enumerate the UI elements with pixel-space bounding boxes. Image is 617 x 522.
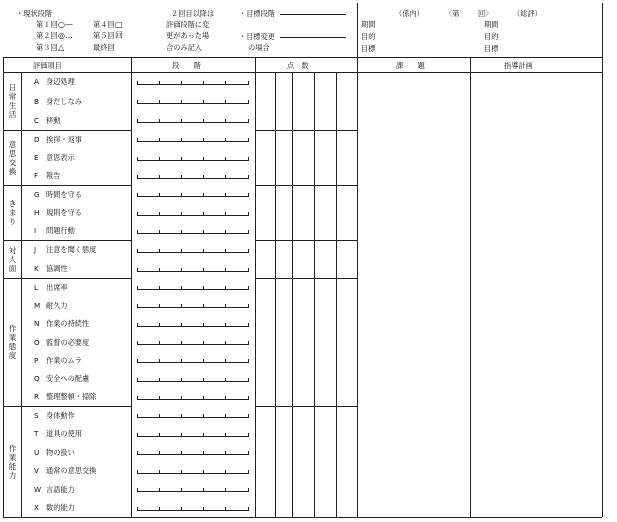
top-label-1: 〈第 <box>445 9 460 18</box>
scale-tick <box>181 138 182 142</box>
item-label-H: 規則を守る <box>46 208 82 217</box>
scale-tick <box>159 193 160 197</box>
item-label-C: 移動 <box>46 115 61 125</box>
group-separator-score-5 <box>255 406 357 407</box>
scale-tick <box>203 157 204 161</box>
scale-tick <box>137 193 138 197</box>
item-code-V: V <box>34 466 39 476</box>
scale-tick <box>248 378 249 382</box>
scale-tick <box>203 323 204 327</box>
scale-tick <box>137 378 138 382</box>
scale-tick <box>203 414 204 418</box>
stage-scale-F <box>137 178 249 179</box>
scale-tick <box>137 414 138 418</box>
scale-tick <box>225 175 226 179</box>
scale-tick <box>248 396 249 400</box>
scale-tick <box>159 212 160 216</box>
item-code-U: U <box>34 447 40 457</box>
scale-tick <box>159 268 160 272</box>
legend-symbol-2: △ <box>58 43 65 52</box>
scale-tick <box>203 119 204 123</box>
col-header-issue: 課 題 <box>396 61 425 70</box>
group-label-0: 日常生活 <box>8 83 17 119</box>
stage-scale-B <box>137 103 249 104</box>
scale-tick <box>137 507 138 511</box>
stage-scale-I <box>137 233 249 234</box>
col-line-issue <box>357 57 358 517</box>
item-label-D: 挨拶・返事 <box>46 134 82 144</box>
scale-tick <box>203 470 204 474</box>
scale-tick <box>248 470 249 474</box>
left-block-期間: 期間 <box>361 20 376 29</box>
item-code-L: L <box>34 282 39 292</box>
scale-tick <box>203 81 204 85</box>
header-divider <box>357 3 358 57</box>
scale-tick <box>137 323 138 327</box>
scale-tick <box>225 119 226 123</box>
scale-tick <box>181 157 182 161</box>
item-label-V: 通常の意思交換 <box>46 466 97 476</box>
scale-tick <box>203 193 204 197</box>
scale-tick <box>137 157 138 161</box>
scale-tick <box>181 286 182 290</box>
scale-tick <box>203 230 204 234</box>
scale-tick <box>181 507 182 511</box>
stage-scale-X <box>137 510 249 511</box>
col-line-stage <box>131 57 132 517</box>
item-code-C: C <box>34 115 40 125</box>
col-line-score-s3 <box>292 72 293 517</box>
group-separator-score-3 <box>255 240 357 241</box>
scale-tick <box>181 212 182 216</box>
scale-tick <box>203 433 204 437</box>
table-right-border <box>602 3 603 517</box>
group-separator-3 <box>3 240 131 241</box>
legend-symbol-4: 回 <box>115 31 123 40</box>
scale-tick <box>248 268 249 272</box>
scale-tick <box>225 249 226 253</box>
item-label-I: 問題行動 <box>46 226 75 236</box>
legend-symbol-3: □ <box>115 20 123 29</box>
scale-tick <box>181 304 182 308</box>
legend-symbol-1: ◎… <box>58 31 73 40</box>
item-code-B: B <box>34 96 39 106</box>
col-line-score-s2 <box>275 72 276 517</box>
item-label-G: 時間を守る <box>46 189 82 199</box>
stage-scale-Q <box>137 381 249 382</box>
stage-scale-W <box>137 491 249 492</box>
scale-tick <box>203 100 204 104</box>
scale-tick <box>203 341 204 345</box>
scale-tick <box>137 451 138 455</box>
scale-tick <box>248 451 249 455</box>
scale-tick <box>137 212 138 216</box>
col-line-score-s4 <box>314 72 315 517</box>
scale-tick <box>159 286 160 290</box>
scale-tick <box>159 175 160 179</box>
stage-scale-H <box>137 215 249 216</box>
scale-tick <box>225 378 226 382</box>
scale-tick <box>248 138 249 142</box>
stage-scale-D <box>137 141 249 142</box>
scale-tick <box>137 100 138 104</box>
item-code-G: G <box>34 189 40 199</box>
scale-tick <box>248 488 249 492</box>
scale-tick <box>203 488 204 492</box>
right-block-目的: 目的 <box>484 32 499 41</box>
stage-scale-P <box>137 362 249 363</box>
scale-tick <box>225 433 226 437</box>
scale-tick <box>137 488 138 492</box>
item-code-R: R <box>34 392 39 402</box>
scale-tick <box>181 451 182 455</box>
scale-tick <box>203 359 204 363</box>
item-label-R: 整理整頓・掃除 <box>46 392 97 402</box>
scale-tick <box>225 193 226 197</box>
scale-tick <box>159 341 160 345</box>
group-label-2: きまり <box>8 199 17 226</box>
left-block-目的: 目的 <box>361 32 376 41</box>
top-label-0: （係内） <box>395 9 424 18</box>
item-label-S: 身体動作 <box>46 410 75 420</box>
table-header-bottom <box>3 72 602 73</box>
scale-tick <box>225 323 226 327</box>
scale-tick <box>159 451 160 455</box>
status-title: ・現状段階 <box>16 9 52 18</box>
item-code-T: T <box>34 429 39 439</box>
scale-tick <box>225 414 226 418</box>
scale-tick <box>248 304 249 308</box>
scale-tick <box>225 212 226 216</box>
scale-tick <box>181 268 182 272</box>
scale-tick <box>159 230 160 234</box>
goal-change-sub: の場合 <box>248 43 270 52</box>
scale-tick <box>248 249 249 253</box>
scale-tick <box>225 138 226 142</box>
legend-label-2: 第３回 <box>36 43 58 52</box>
table-left-border <box>3 57 4 517</box>
scale-tick <box>248 157 249 161</box>
item-code-D: D <box>34 134 40 144</box>
scale-tick <box>159 414 160 418</box>
scale-tick <box>137 396 138 400</box>
item-label-F: 報告 <box>46 171 61 181</box>
stage-scale-T <box>137 436 249 437</box>
left-block-目標: 目標 <box>361 44 376 53</box>
item-label-O: 監督の必要度 <box>46 337 90 347</box>
col-header-item: 評価項目 <box>33 61 62 70</box>
goal-change-label: ・目標変更 <box>239 32 275 41</box>
scale-tick <box>248 230 249 234</box>
scale-tick <box>248 100 249 104</box>
scale-tick <box>159 359 160 363</box>
scale-tick <box>248 359 249 363</box>
group-separator-2 <box>3 185 131 186</box>
top-label-2: 回〉 <box>478 9 493 18</box>
table-bottom-border <box>3 517 602 518</box>
scale-tick <box>225 304 226 308</box>
group-separator-score-4 <box>255 278 357 279</box>
scale-tick <box>159 138 160 142</box>
scale-tick <box>225 507 226 511</box>
item-label-Q: 安全への配慮 <box>46 374 90 384</box>
scale-tick <box>159 249 160 253</box>
item-code-X: X <box>34 503 39 513</box>
legend-label-5: 最終回 <box>93 43 115 52</box>
item-code-J: J <box>34 245 37 254</box>
col-header-plan: 指導計画 <box>504 61 533 70</box>
scale-tick <box>137 249 138 253</box>
scale-tick <box>225 81 226 85</box>
stage-scale-S <box>137 417 249 418</box>
legend-symbol-0: ○— <box>58 20 73 29</box>
scale-tick <box>181 119 182 123</box>
item-code-F: F <box>34 171 39 181</box>
scale-tick <box>181 323 182 327</box>
item-code-I: I <box>34 226 37 236</box>
stage-scale-M <box>137 307 249 308</box>
stage-scale-C <box>137 122 249 123</box>
scale-tick <box>159 507 160 511</box>
scale-tick <box>248 175 249 179</box>
item-code-N: N <box>34 319 40 329</box>
scale-tick <box>159 470 160 474</box>
item-code-M: M <box>34 300 41 310</box>
note-line-1: 評価段階に変 <box>166 20 210 29</box>
scale-tick <box>248 414 249 418</box>
scale-tick <box>181 230 182 234</box>
item-label-E: 意思表示 <box>46 153 75 162</box>
scale-tick <box>248 507 249 511</box>
scale-tick <box>225 359 226 363</box>
scale-tick <box>181 396 182 400</box>
col-line-score-start <box>255 57 256 517</box>
scale-tick <box>137 470 138 474</box>
scale-tick <box>159 157 160 161</box>
scale-tick <box>181 378 182 382</box>
item-code-H: H <box>34 208 40 217</box>
group-label-4: 作業態度 <box>8 324 17 360</box>
scale-tick <box>203 138 204 142</box>
stage-scale-V <box>137 473 249 474</box>
item-code-A: A <box>34 77 39 87</box>
item-label-X: 数的能力 <box>46 503 75 513</box>
scale-tick <box>181 470 182 474</box>
goal-stage-label: ・目標段階 <box>239 9 275 18</box>
scale-tick <box>137 119 138 123</box>
group-label-5: 作業能力 <box>8 443 17 480</box>
scale-tick <box>181 359 182 363</box>
scale-tick <box>137 433 138 437</box>
scale-tick <box>181 341 182 345</box>
item-code-E: E <box>34 153 39 162</box>
legend-label-0: 第１回 <box>36 20 58 29</box>
stage-scale-L <box>137 289 249 290</box>
scale-tick <box>203 268 204 272</box>
scale-tick <box>159 378 160 382</box>
col-line-group <box>21 72 22 517</box>
scale-tick <box>248 81 249 85</box>
stage-scale-E <box>137 160 249 161</box>
item-code-O: O <box>34 337 40 347</box>
stage-scale-G <box>137 196 249 197</box>
scale-tick <box>225 100 226 104</box>
scale-tick <box>159 396 160 400</box>
goal-stage-sample-line <box>280 14 346 15</box>
scale-tick <box>137 341 138 345</box>
scale-tick <box>248 323 249 327</box>
item-label-K: 協調性 <box>46 264 68 273</box>
scale-tick <box>159 304 160 308</box>
scale-tick <box>181 100 182 104</box>
item-code-P: P <box>34 355 39 365</box>
legend-label-4: 第５回 <box>93 31 115 40</box>
item-label-T: 道具の使用 <box>46 429 82 439</box>
item-label-B: 身だしなみ <box>46 96 82 106</box>
goal-change-sample-line <box>280 37 346 38</box>
right-block-期間: 期間 <box>484 20 499 29</box>
stage-scale-J <box>137 252 249 253</box>
group-label-3: 対人面 <box>8 245 17 273</box>
scale-tick <box>248 433 249 437</box>
stage-scale-K <box>137 271 249 272</box>
top-label-3: （総評） <box>513 9 542 18</box>
scale-tick <box>181 81 182 85</box>
stage-scale-U <box>137 454 249 455</box>
scale-tick <box>137 230 138 234</box>
stage-scale-R <box>137 399 249 400</box>
scale-tick <box>248 119 249 123</box>
note-line-2: 更があった場 <box>166 31 210 40</box>
scale-tick <box>159 323 160 327</box>
scale-tick <box>181 175 182 179</box>
scale-tick <box>225 451 226 455</box>
col-line-plan <box>470 57 471 517</box>
scale-tick <box>203 507 204 511</box>
scale-tick <box>248 193 249 197</box>
scale-tick <box>137 268 138 272</box>
scale-tick <box>159 100 160 104</box>
scale-tick <box>203 378 204 382</box>
scale-tick <box>203 212 204 216</box>
note-line-3: 合のみ記入 <box>166 43 202 52</box>
group-label-1: 意思交換 <box>8 139 17 176</box>
scale-tick <box>225 286 226 290</box>
group-separator-score-2 <box>255 185 357 186</box>
scale-tick <box>159 488 160 492</box>
scale-tick <box>181 433 182 437</box>
item-label-J: 注意を聞く態度 <box>46 245 97 254</box>
scale-tick <box>225 470 226 474</box>
item-label-W: 言語能力 <box>46 484 75 494</box>
item-label-N: 作業の持続性 <box>46 319 90 329</box>
stage-scale-A <box>137 84 249 85</box>
stage-scale-N <box>137 326 249 327</box>
item-label-U: 物の扱い <box>46 447 75 457</box>
scale-tick <box>203 396 204 400</box>
scale-tick <box>181 488 182 492</box>
scale-tick <box>225 268 226 272</box>
scale-tick <box>248 212 249 216</box>
scale-tick <box>181 249 182 253</box>
scale-tick <box>203 304 204 308</box>
item-code-S: S <box>34 410 39 420</box>
scale-tick <box>137 81 138 85</box>
col-header-stage: 段 階 <box>172 61 201 70</box>
scale-tick <box>159 119 160 123</box>
scale-tick <box>181 193 182 197</box>
scale-tick <box>137 304 138 308</box>
item-label-L: 出席率 <box>46 282 68 292</box>
table-top-border <box>3 57 602 58</box>
legend-label-3: 第４回 <box>93 20 115 29</box>
scale-tick <box>137 359 138 363</box>
scale-tick <box>225 488 226 492</box>
group-separator-4 <box>3 278 131 279</box>
scale-tick <box>137 138 138 142</box>
stage-scale-O <box>137 344 249 345</box>
item-label-M: 耐久力 <box>46 300 68 310</box>
scale-tick <box>137 286 138 290</box>
right-block-目標: 目標 <box>484 44 499 53</box>
legend-label-1: 第２回 <box>36 31 58 40</box>
scale-tick <box>203 249 204 253</box>
group-separator-score-1 <box>255 130 357 131</box>
item-code-W: W <box>34 484 42 494</box>
note-line-0: ２回目以降は <box>171 9 215 18</box>
scale-tick <box>159 433 160 437</box>
scale-tick <box>159 81 160 85</box>
scale-tick <box>137 175 138 179</box>
scale-tick <box>181 414 182 418</box>
item-code-Q: Q <box>34 374 40 384</box>
scale-tick <box>248 286 249 290</box>
item-label-A: 身辺処理 <box>46 77 75 87</box>
scale-tick <box>203 451 204 455</box>
scale-tick <box>203 286 204 290</box>
group-separator-1 <box>3 130 131 131</box>
scale-tick <box>225 396 226 400</box>
item-code-K: K <box>34 264 39 273</box>
col-header-score: 点 数 <box>287 61 309 70</box>
group-separator-5 <box>3 406 131 407</box>
scale-tick <box>225 157 226 161</box>
item-label-P: 作業のムラ <box>46 355 82 365</box>
scale-tick <box>248 341 249 345</box>
scale-tick <box>225 341 226 345</box>
scale-tick <box>225 230 226 234</box>
scale-tick <box>203 175 204 179</box>
col-line-score-s5 <box>336 72 337 517</box>
